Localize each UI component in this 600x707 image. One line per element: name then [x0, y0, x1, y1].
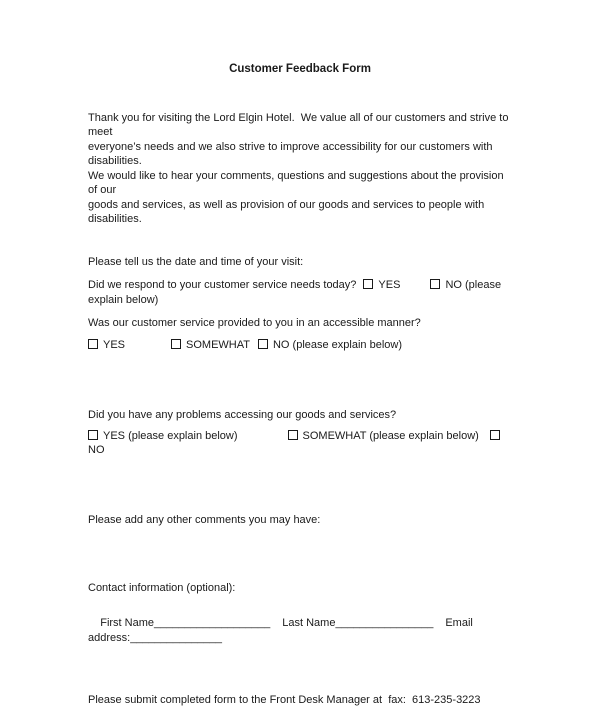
- accessible-manner-options: [88, 338, 512, 353]
- checkbox-icon[interactable]: [288, 430, 298, 440]
- email-address-field[interactable]: Email address:_______________: [88, 617, 476, 644]
- question-text: Was our customer service provided to you in an accessible manner?: [88, 317, 421, 329]
- problems-accessing-options: [88, 429, 512, 458]
- intro-paragraph: [88, 111, 512, 227]
- option-somewhat-explain[interactable]: [288, 430, 479, 442]
- option-yes[interactable]: [88, 339, 125, 351]
- checkbox-icon[interactable]: [88, 339, 98, 349]
- option-no-explain[interactable]: [258, 339, 402, 351]
- question-problems-accessing: [88, 408, 512, 423]
- comments-prompt: Please add any other comments you may have:: [88, 513, 512, 528]
- option-somewhat[interactable]: [171, 339, 250, 351]
- option-label: YES: [378, 279, 400, 291]
- contact-info-label: Contact information (optional):: [88, 581, 512, 596]
- option-label: NO (please explain below): [88, 279, 501, 306]
- option-label: SOMEWHAT: [186, 339, 250, 351]
- checkbox-icon[interactable]: [363, 279, 373, 289]
- option-yes-explain[interactable]: [88, 430, 238, 442]
- question-respond-today: [88, 278, 512, 307]
- checkbox-icon[interactable]: [258, 339, 268, 349]
- option-yes[interactable]: [363, 279, 400, 291]
- question-accessible-manner: [88, 316, 512, 331]
- question-text: Did we respond to your customer service needs today?: [88, 279, 356, 291]
- checkbox-icon[interactable]: [430, 279, 440, 289]
- option-label: YES: [103, 339, 125, 351]
- option-label: NO (please explain below): [273, 339, 402, 351]
- checkbox-icon[interactable]: [490, 430, 500, 440]
- intro-line: everyone’s needs and we also strive to improve accessibility for our customers with disabilities.: [88, 140, 512, 169]
- option-label: SOMEWHAT (please explain below): [303, 430, 479, 442]
- last-name-field[interactable]: Last Name________________: [282, 617, 433, 629]
- intro-line: We would like to hear your comments, questions and suggestions about the provision of our: [88, 169, 512, 198]
- submission-instructions: Please submit completed form to the Front Desk Manager at fax: 613-235-3223: [88, 693, 512, 707]
- question-text: Did you have any problems accessing our goods and services?: [88, 409, 396, 421]
- visit-date-time-prompt: Please tell us the date and time of your visit:: [88, 255, 512, 270]
- first-name-field[interactable]: First Name___________________: [100, 617, 270, 629]
- option-label: YES (please explain below): [103, 430, 238, 442]
- form-title: Customer Feedback Form: [88, 62, 512, 77]
- contact-fields-row: [88, 602, 512, 660]
- option-label: NO: [88, 444, 105, 456]
- intro-line: Thank you for visiting the Lord Elgin Hotel. We value all of our customers and strive to meet: [88, 111, 512, 140]
- checkbox-icon[interactable]: [88, 430, 98, 440]
- intro-line: goods and services, as well as provision of our goods and services to people with disabilities.: [88, 198, 512, 227]
- checkbox-icon[interactable]: [171, 339, 181, 349]
